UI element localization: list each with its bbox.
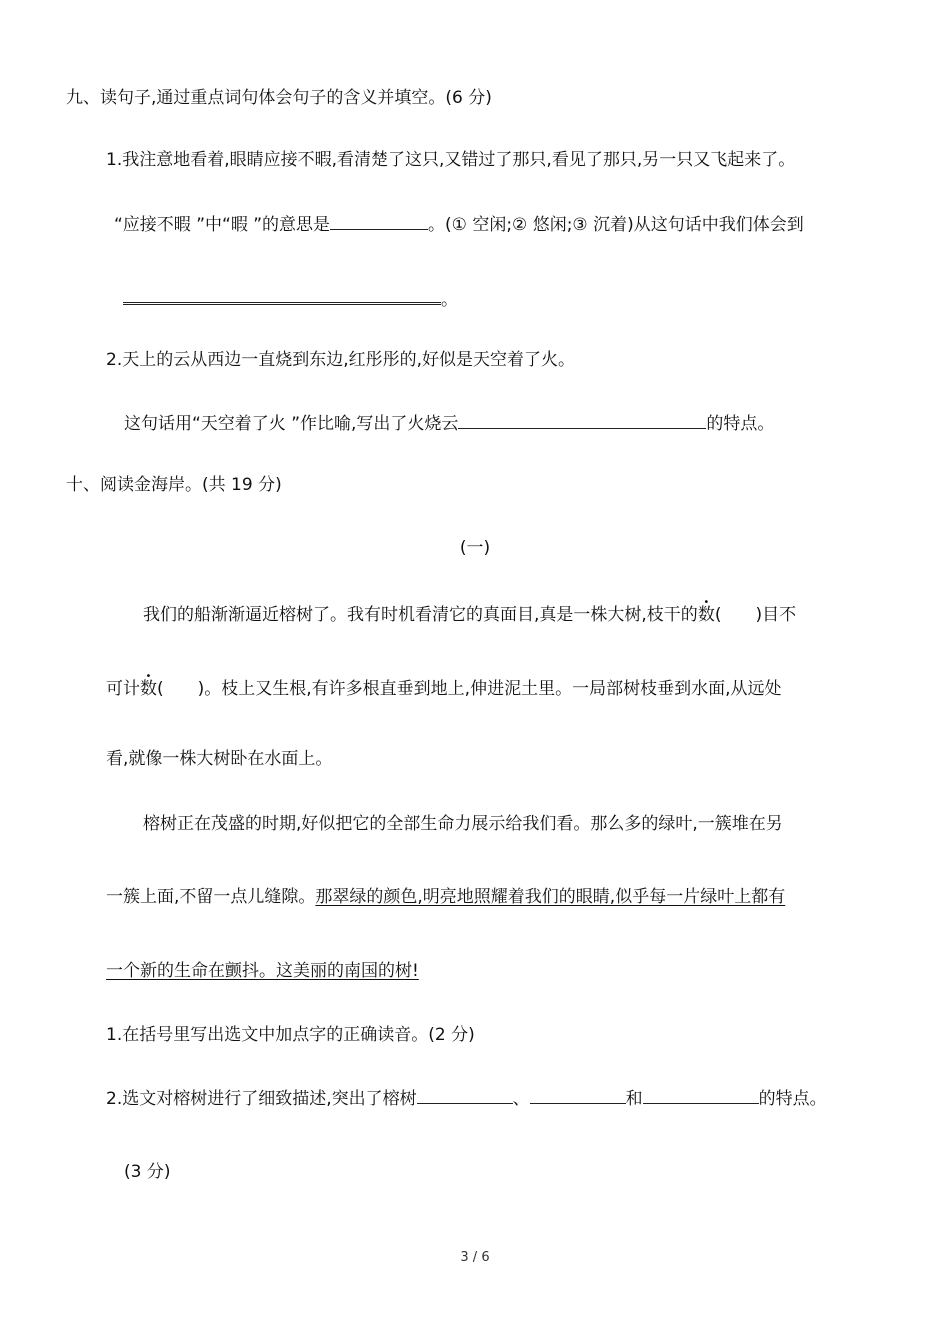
p1-paren-open: ( xyxy=(714,605,722,625)
p1-text-a: 我们的船渐渐逼近榕树了。我有时机看清它的真面目,真是一株大树,枝干的 xyxy=(143,605,698,625)
q10-question-2-score: (3 分) xyxy=(124,1162,171,1182)
q9-fill-1-text-b: 。(① 空闲;② 悠闲;③ 沉着)从这句话中我们体会到 xyxy=(428,215,804,235)
q9-fill-1-text-a: “应接不暇 ”中“暇 ”的意思是 xyxy=(114,215,331,235)
blank-meaning[interactable] xyxy=(330,211,428,230)
q9-heading: 九、读句子,通过重点词句体会句子的含义并填空。(6 分) xyxy=(66,88,492,108)
blank-feature-3[interactable] xyxy=(643,1085,759,1104)
q9-fill-3 xyxy=(124,410,774,436)
dotted-char-2: 数 xyxy=(140,679,157,699)
q2-text-a: 2.选文对榕树进行了细致描述,突出了榕树 xyxy=(106,1089,417,1109)
passage-line-1 xyxy=(143,603,796,627)
page-number: 3 / 6 xyxy=(460,1250,490,1265)
q9-fill-2 xyxy=(123,286,458,312)
blank-feature-1[interactable] xyxy=(417,1085,513,1104)
blank-cloud-feature[interactable] xyxy=(458,410,706,429)
underlined-sentence-b: 一个新的生命在颤抖。这美丽的南国的树! xyxy=(106,961,419,981)
passage-line-2 xyxy=(106,677,781,701)
passage-line-3: 看,就像一株大树卧在水面上。 xyxy=(106,749,333,769)
dotted-char-1: 数 xyxy=(697,605,715,625)
passage-line-4: 榕树正在茂盛的时期,好似把它的全部生命力展示给我们看。那么多的绿叶,一簇堆在另 xyxy=(143,814,783,834)
blank-feature-2[interactable] xyxy=(530,1085,626,1104)
p1-text-c: )目不 xyxy=(755,605,797,625)
p2-text-c: )。枝上又生根,有许多根直垂到地上,伸进泥土里。一局部树枝垂到水面,从远处 xyxy=(197,679,782,699)
q9-fill-1 xyxy=(114,211,804,237)
q2-text-b: 的特点。 xyxy=(758,1089,827,1109)
section-title: (一) xyxy=(459,538,491,558)
q9-fill-2-end: 。 xyxy=(441,290,458,310)
p5-text-a: 一簇上面,不留一点儿缝隙。 xyxy=(106,887,316,907)
passage-line-6 xyxy=(106,959,419,983)
q2-sep-1: 、 xyxy=(512,1089,530,1109)
underlined-sentence-a: 那翠绿的颜色,明亮地照耀着我们的眼睛,似乎每一片绿叶上都有 xyxy=(315,887,786,907)
q9-fill-3-text-b: 的特点。 xyxy=(706,414,775,434)
p2-text-a: 可计 xyxy=(106,679,140,699)
q9-sentence-1: 1.我注意地看着,眼睛应接不暇,看清楚了这只,又错过了那只,看见了那只,另一只又飞起来了。 xyxy=(106,150,796,170)
q9-sentence-2: 2.天上的云从西边一直烧到东边,红彤彤的,好似是天空着了火。 xyxy=(106,350,576,370)
p2-paren-open: ( xyxy=(157,679,164,699)
blank-feeling[interactable] xyxy=(123,286,441,305)
q10-question-2 xyxy=(106,1085,827,1111)
q10-heading: 十、阅读金海岸。(共 19 分) xyxy=(66,475,282,495)
q9-fill-3-text-a: 这句话用“天空着了火 ”作比喻,写出了火烧云 xyxy=(124,414,459,434)
q2-sep-2: 和 xyxy=(625,1089,643,1109)
q10-question-1: 1.在括号里写出选文中加点字的正确读音。(2 分) xyxy=(106,1025,475,1045)
passage-line-5 xyxy=(106,885,785,909)
